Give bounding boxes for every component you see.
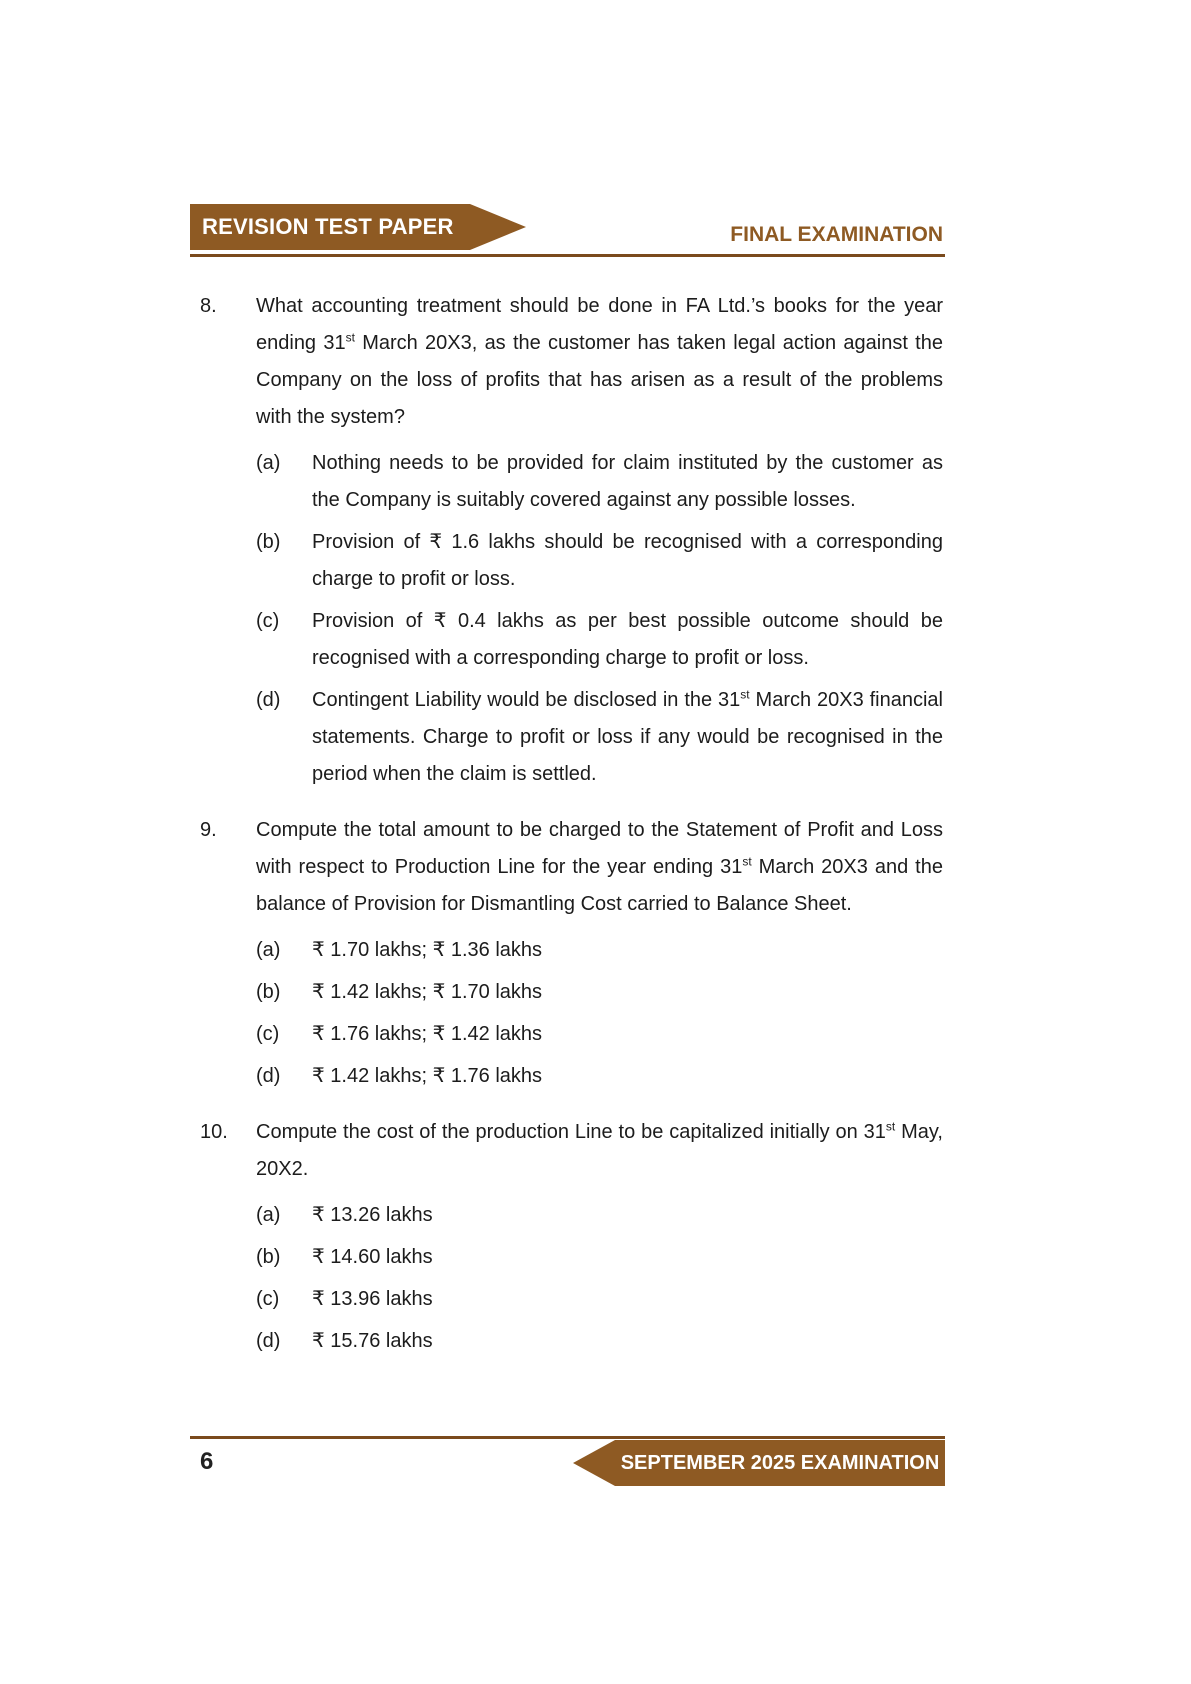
option-text-segment: ₹ 1.42 lakhs; ₹ 1.70 lakhs — [312, 981, 543, 1003]
option-text — [312, 1281, 943, 1318]
option-label: (c) — [256, 610, 280, 632]
option-text-segment: Contingent Liability would be disclosed in the 31 — [312, 689, 741, 711]
footer-banner — [615, 1440, 945, 1486]
option-text-segment: Provision of ₹ 1.6 lakhs should be recognised with a corresponding charge to profit or loss. — [312, 531, 943, 590]
option-d — [256, 682, 943, 793]
question-text-segment: Compute the cost of the production Line to be capitalized initially on 31 — [256, 1121, 886, 1143]
option-text-segment: March 20X3 financial statements. Charge to profit or loss if any would be recognised in the period when the claim is settled. — [312, 689, 943, 785]
option-b — [256, 1239, 943, 1276]
questions-section — [200, 288, 943, 1379]
option-text — [312, 524, 943, 598]
option-text-segment: ₹ 14.60 lakhs — [312, 1246, 433, 1268]
page-number: 6 — [200, 1448, 214, 1475]
question-text-segment: What accounting treatment should be done in FA Ltd.’s books for the year ending 31 — [256, 295, 943, 354]
option-text — [312, 1323, 943, 1360]
option-text — [312, 1016, 943, 1053]
question-text — [256, 812, 943, 923]
option-text-segment: ₹ 1.76 lakhs; ₹ 1.42 lakhs — [312, 1023, 543, 1045]
superscript-st: st — [740, 687, 750, 702]
question-text-segment: Compute the total amount to be charged to the Statement of Profit and Loss with respect to Production Line for the year ending 31 — [256, 819, 943, 878]
question-text — [256, 1114, 943, 1188]
option-c — [256, 1016, 943, 1053]
option-text — [312, 603, 943, 677]
question-text-segment: March 20X3 and the balance of Provision for Dismantling Cost carried to Balance Sheet. — [256, 856, 943, 915]
question-text — [256, 288, 943, 436]
superscript-st: st — [345, 330, 355, 345]
option-text-segment: Nothing needs to be provided for claim instituted by the customer as the Company is suitably covered against any possible losses. — [312, 452, 943, 511]
option-label: (d) — [256, 689, 281, 711]
option-label: (c) — [256, 1288, 280, 1310]
option-text-segment: ₹ 1.70 lakhs; ₹ 1.36 lakhs — [312, 939, 543, 961]
option-a — [256, 932, 943, 969]
question-body — [256, 288, 943, 798]
option-text — [312, 932, 943, 969]
question-text-segment: March 20X3, as the customer has taken legal action against the Company on the loss of profits that has arisen as a result of the problems with the system? — [256, 332, 943, 428]
option-text-segment: ₹ 15.76 lakhs — [312, 1330, 433, 1352]
option-d — [256, 1323, 943, 1360]
header-banner — [190, 204, 470, 250]
option-a — [256, 445, 943, 519]
option-text-segment: ₹ 13.96 lakhs — [312, 1288, 433, 1310]
option-text — [312, 1058, 943, 1095]
question-body — [256, 1114, 943, 1365]
option-label: (d) — [256, 1065, 281, 1087]
option-text-segment: ₹ 13.26 lakhs — [312, 1204, 433, 1226]
option-b — [256, 524, 943, 598]
option-label: (d) — [256, 1330, 281, 1352]
question-body — [256, 812, 943, 1100]
page-footer — [190, 1434, 945, 1490]
question-8 — [200, 288, 943, 798]
footer-banner-text: SEPTEMBER 2025 EXAMINATION — [620, 1451, 940, 1474]
question-number: 10. — [200, 1121, 228, 1143]
option-label: (a) — [256, 1204, 281, 1226]
footer-rule — [190, 1436, 945, 1439]
option-text — [312, 682, 943, 793]
superscript-st: st — [885, 1119, 896, 1134]
option-d — [256, 1058, 943, 1095]
question-10 — [200, 1114, 943, 1365]
header-banner-text: REVISION TEST PAPER — [202, 214, 454, 239]
option-text — [312, 974, 943, 1011]
question-9 — [200, 812, 943, 1100]
option-a — [256, 1197, 943, 1234]
option-c — [256, 603, 943, 677]
option-text-segment: Provision of ₹ 0.4 lakhs as per best possible outcome should be recognised with a corresponding charge to profit or loss. — [312, 610, 943, 669]
option-text — [312, 1239, 943, 1276]
option-text-segment: ₹ 1.42 lakhs; ₹ 1.76 lakhs — [312, 1065, 543, 1087]
page-header — [190, 204, 945, 257]
option-label: (b) — [256, 531, 281, 553]
option-text — [312, 445, 943, 519]
option-c — [256, 1281, 943, 1318]
option-text — [312, 1197, 943, 1234]
question-text-segment: May, 20X2. — [256, 1121, 943, 1180]
option-label: (a) — [256, 939, 281, 961]
option-b — [256, 974, 943, 1011]
option-label: (b) — [256, 1246, 281, 1268]
header-exam-label: FINAL EXAMINATION — [730, 223, 943, 246]
question-number: 8. — [200, 295, 217, 317]
option-label: (a) — [256, 452, 281, 474]
question-number: 9. — [200, 819, 217, 841]
superscript-st: st — [742, 854, 752, 869]
option-label: (b) — [256, 981, 281, 1003]
option-label: (c) — [256, 1023, 280, 1045]
